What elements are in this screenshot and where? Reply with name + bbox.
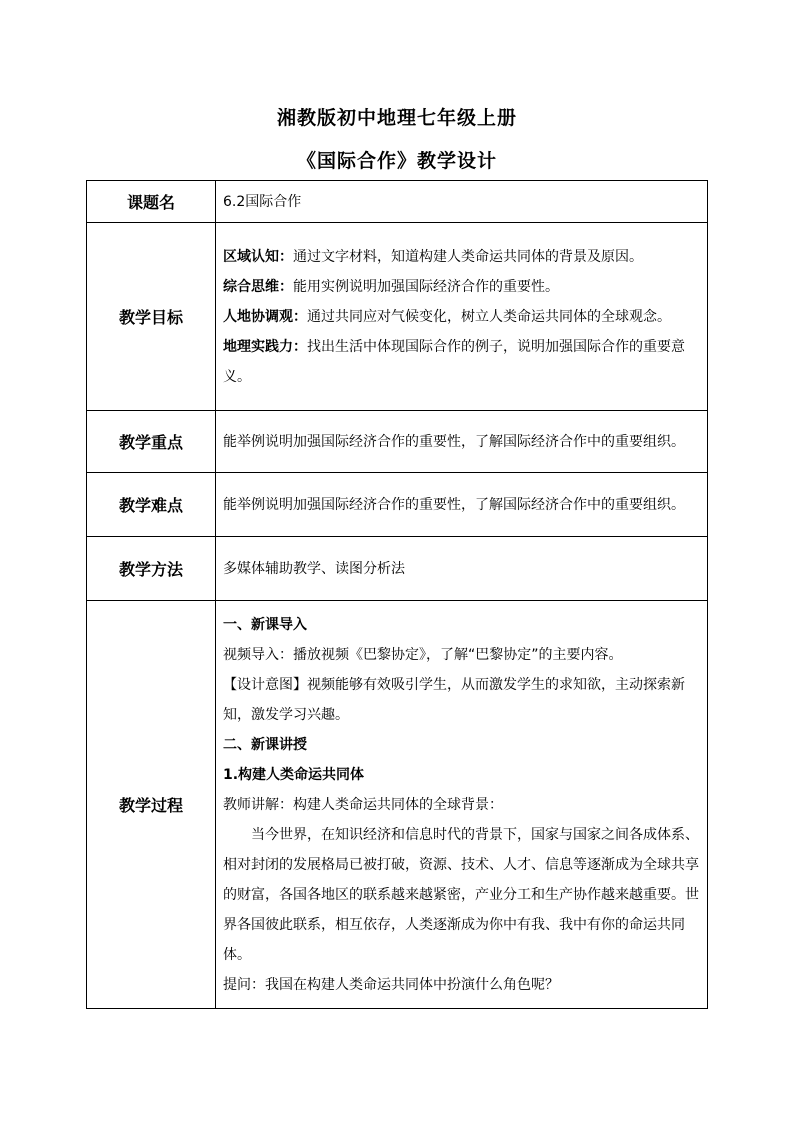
goal-item <box>223 332 701 392</box>
document-subtitle: 《国际合作》教学设计 <box>296 150 497 172</box>
row-topic <box>87 181 708 223</box>
label-topic: 课题名 <box>87 181 216 223</box>
value-process <box>216 601 708 1009</box>
label-methods: 教学方法 <box>87 537 216 601</box>
row-process <box>87 601 708 1009</box>
row-difficulties <box>87 473 708 537</box>
value-key-points: 能举例说明加强国际经济合作的重要性，了解国际经济合作中的重要组织。 <box>216 411 708 473</box>
row-methods <box>87 537 708 601</box>
goal-item <box>223 302 701 332</box>
goal-key: 地理实践力： <box>223 338 307 355</box>
goal-text: 通过文字材料，知道构建人类命运共同体的背景及原因。 <box>293 248 643 265</box>
label-goals: 教学目标 <box>87 223 216 411</box>
paragraph: 当今世界，在知识经济和信息时代的背景下，国家与国家之间各成体系、相对封闭的发展格局已被打破，资源、技术、人才、信息等逐渐成为全球共享的财富，各国各地区的联系越来越紧密，产业分工和生产协作越来越重要。世界各国彼此联系，相互依存，人类逐渐成为你中有我、我中有你的命运共同体。 <box>223 826 699 963</box>
value-methods: 多媒体辅助教学、读图分析法 <box>216 537 708 601</box>
row-key-points <box>87 411 708 473</box>
subsection-heading: 1.构建人类命运共同体 <box>223 766 365 783</box>
goal-key: 区域认知： <box>223 248 293 265</box>
document-title: 湘教版初中地理七年级上册 <box>276 107 517 129</box>
goal-text: 找出生活中体现国际合作的例子，说明加强国际合作的重要意义。 <box>223 338 685 385</box>
label-difficulties: 教学难点 <box>87 473 216 537</box>
goal-key: 人地协调观： <box>223 308 307 325</box>
section-heading: 一、新课导入 <box>223 616 307 633</box>
goal-text: 能用实例说明加强国际经济合作的重要性。 <box>293 278 559 295</box>
paragraph: 提问：我国在构建人类命运共同体中扮演什么角色呢？ <box>223 976 559 993</box>
section-heading: 二、新课讲授 <box>223 736 307 753</box>
lesson-plan-table <box>86 180 708 1009</box>
goal-key: 综合思维： <box>223 278 293 295</box>
label-process: 教学过程 <box>87 601 216 1009</box>
paragraph: 教师讲解：构建人类命运共同体的全球背景： <box>223 796 503 813</box>
goal-text: 通过共同应对气候变化，树立人类命运共同体的全球观念。 <box>307 308 671 325</box>
label-key-points: 教学重点 <box>87 411 216 473</box>
row-goals <box>87 223 708 411</box>
goal-item <box>223 242 701 272</box>
value-goals <box>216 223 708 411</box>
paragraph: 视频导入：播放视频《巴黎协定》，了解“巴黎协定”的主要内容。 <box>223 646 623 663</box>
value-difficulties: 能举例说明加强国际经济合作的重要性，了解国际经济合作中的重要组织。 <box>216 473 708 537</box>
paragraph: 【设计意图】视频能够有效吸引学生，从而激发学生的求知欲，主动探索新知，激发学习兴趣。 <box>223 676 685 723</box>
value-topic: 6.2国际合作 <box>216 181 708 223</box>
goal-item <box>223 272 701 302</box>
